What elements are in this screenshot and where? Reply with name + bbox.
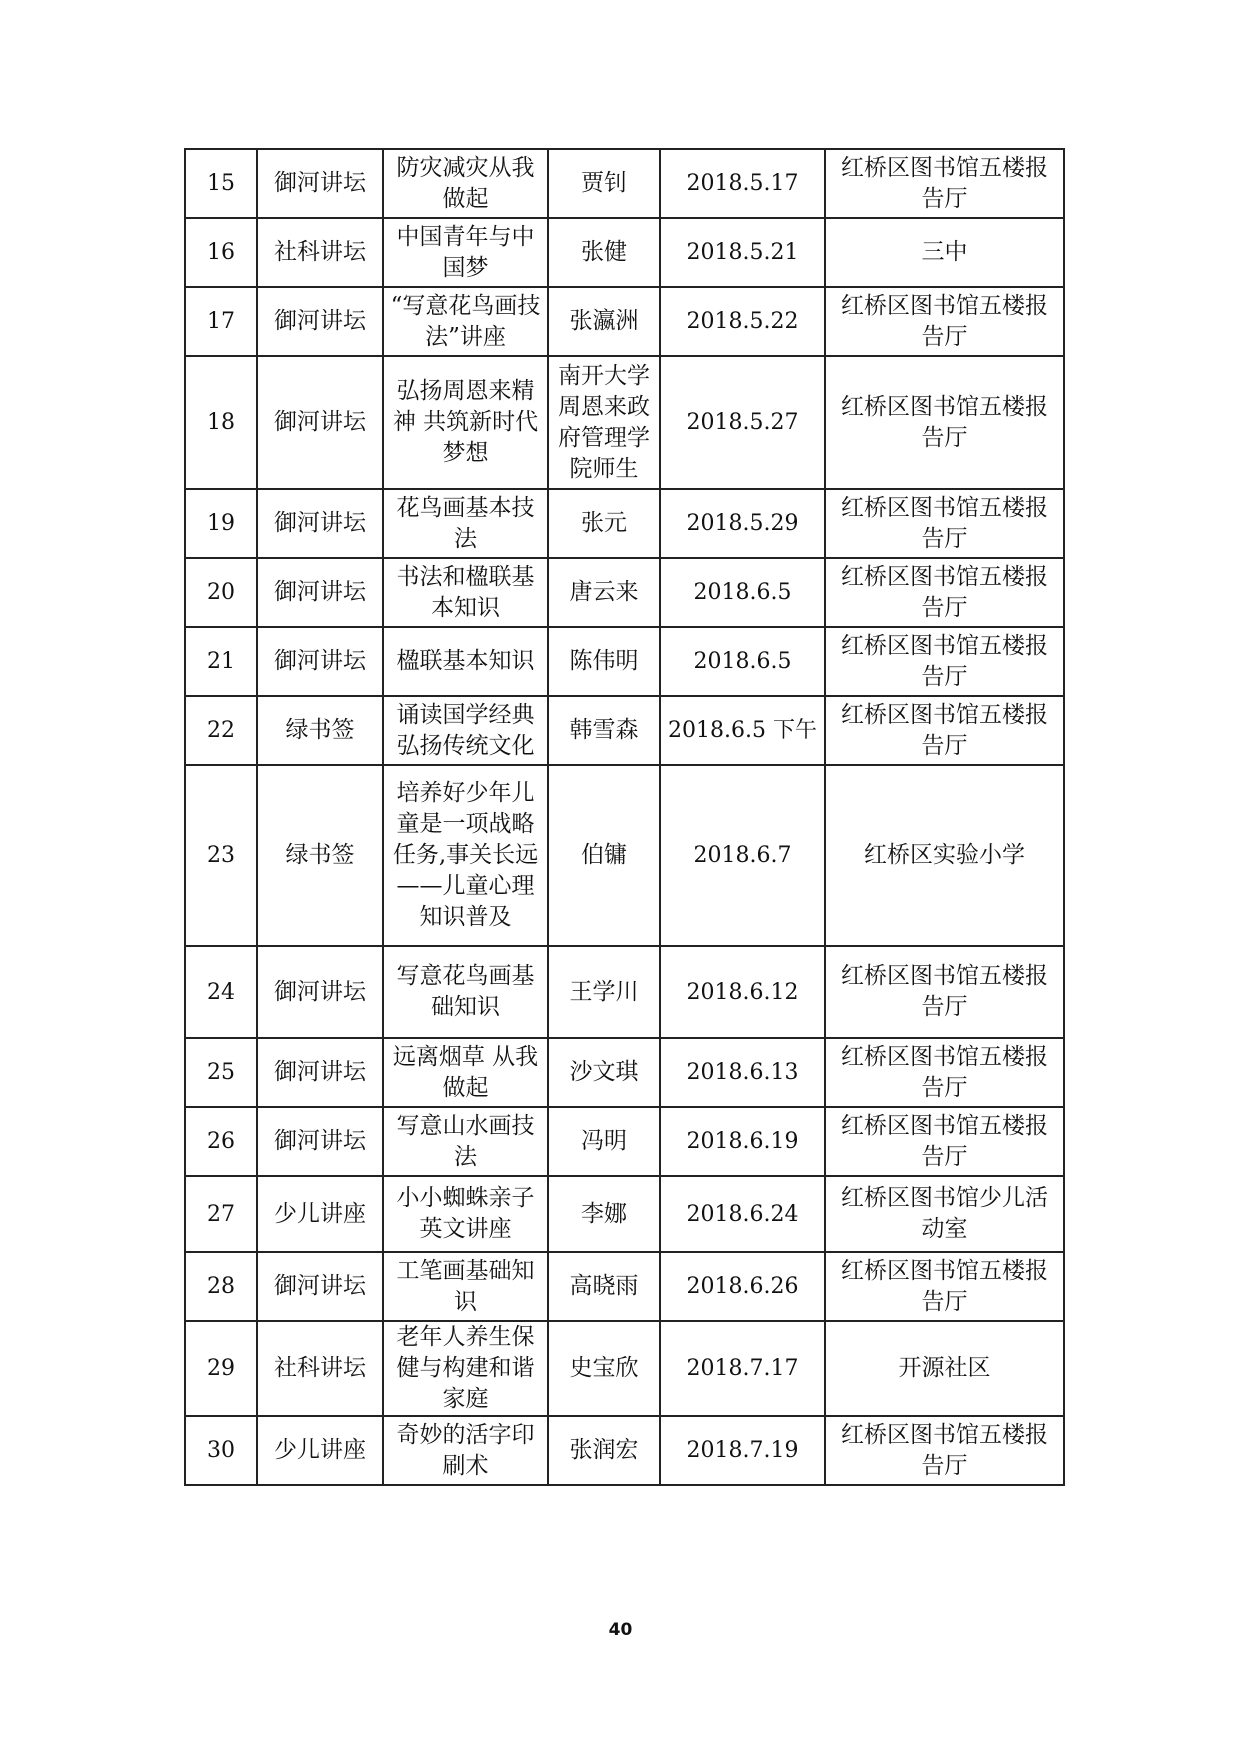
cell-date: 2018.6.7 <box>660 765 825 946</box>
cell-number: 16 <box>185 218 257 287</box>
cell-speaker: 南开大学周恩来政府管理学院师生 <box>548 356 660 489</box>
cell-lecture-type: 少儿讲座 <box>257 1176 383 1252</box>
cell-venue: 红桥区图书馆五楼报告厅 <box>825 1252 1064 1321</box>
cell-lecture-type: 御河讲坛 <box>257 489 383 558</box>
cell-topic: 写意花鸟画基础知识 <box>383 946 548 1038</box>
cell-topic: 防灾减灾从我做起 <box>383 149 548 218</box>
cell-topic: 远离烟草 从我做起 <box>383 1038 548 1107</box>
table-row <box>185 1416 1064 1485</box>
cell-date: 2018.6.5 下午 <box>660 696 825 765</box>
cell-venue: 红桥区图书馆五楼报告厅 <box>825 287 1064 356</box>
cell-venue: 红桥区图书馆五楼报告厅 <box>825 1416 1064 1485</box>
cell-date: 2018.6.13 <box>660 1038 825 1107</box>
table-row <box>185 696 1064 765</box>
cell-lecture-type: 御河讲坛 <box>257 1038 383 1107</box>
cell-number: 30 <box>185 1416 257 1485</box>
table-row <box>185 1107 1064 1176</box>
cell-lecture-type: 绿书签 <box>257 765 383 946</box>
cell-speaker: 张瀛洲 <box>548 287 660 356</box>
cell-speaker: 冯明 <box>548 1107 660 1176</box>
cell-number: 17 <box>185 287 257 356</box>
cell-topic: “写意花鸟画技法”讲座 <box>383 287 548 356</box>
table-row <box>185 489 1064 558</box>
cell-number: 22 <box>185 696 257 765</box>
cell-number: 26 <box>185 1107 257 1176</box>
cell-number: 27 <box>185 1176 257 1252</box>
cell-number: 29 <box>185 1321 257 1416</box>
table-row <box>185 1252 1064 1321</box>
cell-topic: 诵读国学经典弘扬传统文化 <box>383 696 548 765</box>
cell-topic: 小小蜘蛛亲子英文讲座 <box>383 1176 548 1252</box>
table-row <box>185 558 1064 627</box>
table-row <box>185 1038 1064 1107</box>
cell-number: 24 <box>185 946 257 1038</box>
cell-speaker: 伯镛 <box>548 765 660 946</box>
cell-speaker: 王学川 <box>548 946 660 1038</box>
cell-lecture-type: 御河讲坛 <box>257 356 383 489</box>
cell-venue: 红桥区图书馆五楼报告厅 <box>825 149 1064 218</box>
cell-date: 2018.6.26 <box>660 1252 825 1321</box>
cell-number: 19 <box>185 489 257 558</box>
cell-date: 2018.6.19 <box>660 1107 825 1176</box>
cell-date: 2018.5.17 <box>660 149 825 218</box>
cell-date: 2018.5.22 <box>660 287 825 356</box>
cell-number: 25 <box>185 1038 257 1107</box>
cell-venue: 红桥区图书馆五楼报告厅 <box>825 489 1064 558</box>
cell-lecture-type: 御河讲坛 <box>257 558 383 627</box>
cell-speaker: 贾钊 <box>548 149 660 218</box>
cell-lecture-type: 御河讲坛 <box>257 287 383 356</box>
cell-venue: 开源社区 <box>825 1321 1064 1416</box>
cell-lecture-type: 御河讲坛 <box>257 946 383 1038</box>
cell-topic: 培养好少年儿童是一项战略任务,事关长远——儿童心理知识普及 <box>383 765 548 946</box>
cell-topic: 老年人养生保健与构建和谐家庭 <box>383 1321 548 1416</box>
cell-topic: 工笔画基础知识 <box>383 1252 548 1321</box>
cell-number: 15 <box>185 149 257 218</box>
lecture-schedule-table <box>184 148 1065 1486</box>
cell-topic: 楹联基本知识 <box>383 627 548 696</box>
cell-venue: 红桥区实验小学 <box>825 765 1064 946</box>
cell-number: 21 <box>185 627 257 696</box>
cell-speaker: 唐云来 <box>548 558 660 627</box>
cell-lecture-type: 御河讲坛 <box>257 149 383 218</box>
cell-venue: 红桥区图书馆少儿活动室 <box>825 1176 1064 1252</box>
cell-topic: 中国青年与中国梦 <box>383 218 548 287</box>
cell-lecture-type: 社科讲坛 <box>257 1321 383 1416</box>
cell-topic: 书法和楹联基本知识 <box>383 558 548 627</box>
cell-speaker: 沙文琪 <box>548 1038 660 1107</box>
table-row <box>185 1176 1064 1252</box>
cell-number: 28 <box>185 1252 257 1321</box>
cell-speaker: 高晓雨 <box>548 1252 660 1321</box>
page-number: 40 <box>608 1620 633 1640</box>
cell-venue: 红桥区图书馆五楼报告厅 <box>825 696 1064 765</box>
table-row <box>185 287 1064 356</box>
cell-date: 2018.6.12 <box>660 946 825 1038</box>
table-row <box>185 1321 1064 1416</box>
cell-date: 2018.6.5 <box>660 558 825 627</box>
cell-number: 23 <box>185 765 257 946</box>
cell-lecture-type: 御河讲坛 <box>257 627 383 696</box>
table-row <box>185 218 1064 287</box>
cell-venue: 红桥区图书馆五楼报告厅 <box>825 627 1064 696</box>
table-row <box>185 627 1064 696</box>
cell-topic: 写意山水画技法 <box>383 1107 548 1176</box>
cell-speaker: 张元 <box>548 489 660 558</box>
cell-lecture-type: 御河讲坛 <box>257 1252 383 1321</box>
cell-venue: 红桥区图书馆五楼报告厅 <box>825 1038 1064 1107</box>
table-row <box>185 149 1064 218</box>
cell-speaker: 张润宏 <box>548 1416 660 1485</box>
cell-date: 2018.5.29 <box>660 489 825 558</box>
cell-number: 18 <box>185 356 257 489</box>
cell-venue: 红桥区图书馆五楼报告厅 <box>825 558 1064 627</box>
cell-venue: 红桥区图书馆五楼报告厅 <box>825 946 1064 1038</box>
cell-topic: 弘扬周恩来精神 共筑新时代梦想 <box>383 356 548 489</box>
cell-speaker: 韩雪森 <box>548 696 660 765</box>
cell-lecture-type: 少儿讲座 <box>257 1416 383 1485</box>
cell-speaker: 李娜 <box>548 1176 660 1252</box>
cell-date: 2018.7.17 <box>660 1321 825 1416</box>
cell-date: 2018.5.21 <box>660 218 825 287</box>
cell-date: 2018.6.5 <box>660 627 825 696</box>
table-row <box>185 765 1064 946</box>
cell-date: 2018.7.19 <box>660 1416 825 1485</box>
cell-venue: 红桥区图书馆五楼报告厅 <box>825 1107 1064 1176</box>
cell-venue: 三中 <box>825 218 1064 287</box>
table-body <box>185 149 1064 1485</box>
cell-speaker: 陈伟明 <box>548 627 660 696</box>
cell-date: 2018.5.27 <box>660 356 825 489</box>
cell-lecture-type: 社科讲坛 <box>257 218 383 287</box>
cell-speaker: 张健 <box>548 218 660 287</box>
cell-lecture-type: 御河讲坛 <box>257 1107 383 1176</box>
cell-topic: 奇妙的活字印刷术 <box>383 1416 548 1485</box>
cell-number: 20 <box>185 558 257 627</box>
cell-date: 2018.6.24 <box>660 1176 825 1252</box>
cell-venue: 红桥区图书馆五楼报告厅 <box>825 356 1064 489</box>
table-row <box>185 356 1064 489</box>
cell-topic: 花鸟画基本技法 <box>383 489 548 558</box>
cell-lecture-type: 绿书签 <box>257 696 383 765</box>
cell-speaker: 史宝欣 <box>548 1321 660 1416</box>
table-row <box>185 946 1064 1038</box>
